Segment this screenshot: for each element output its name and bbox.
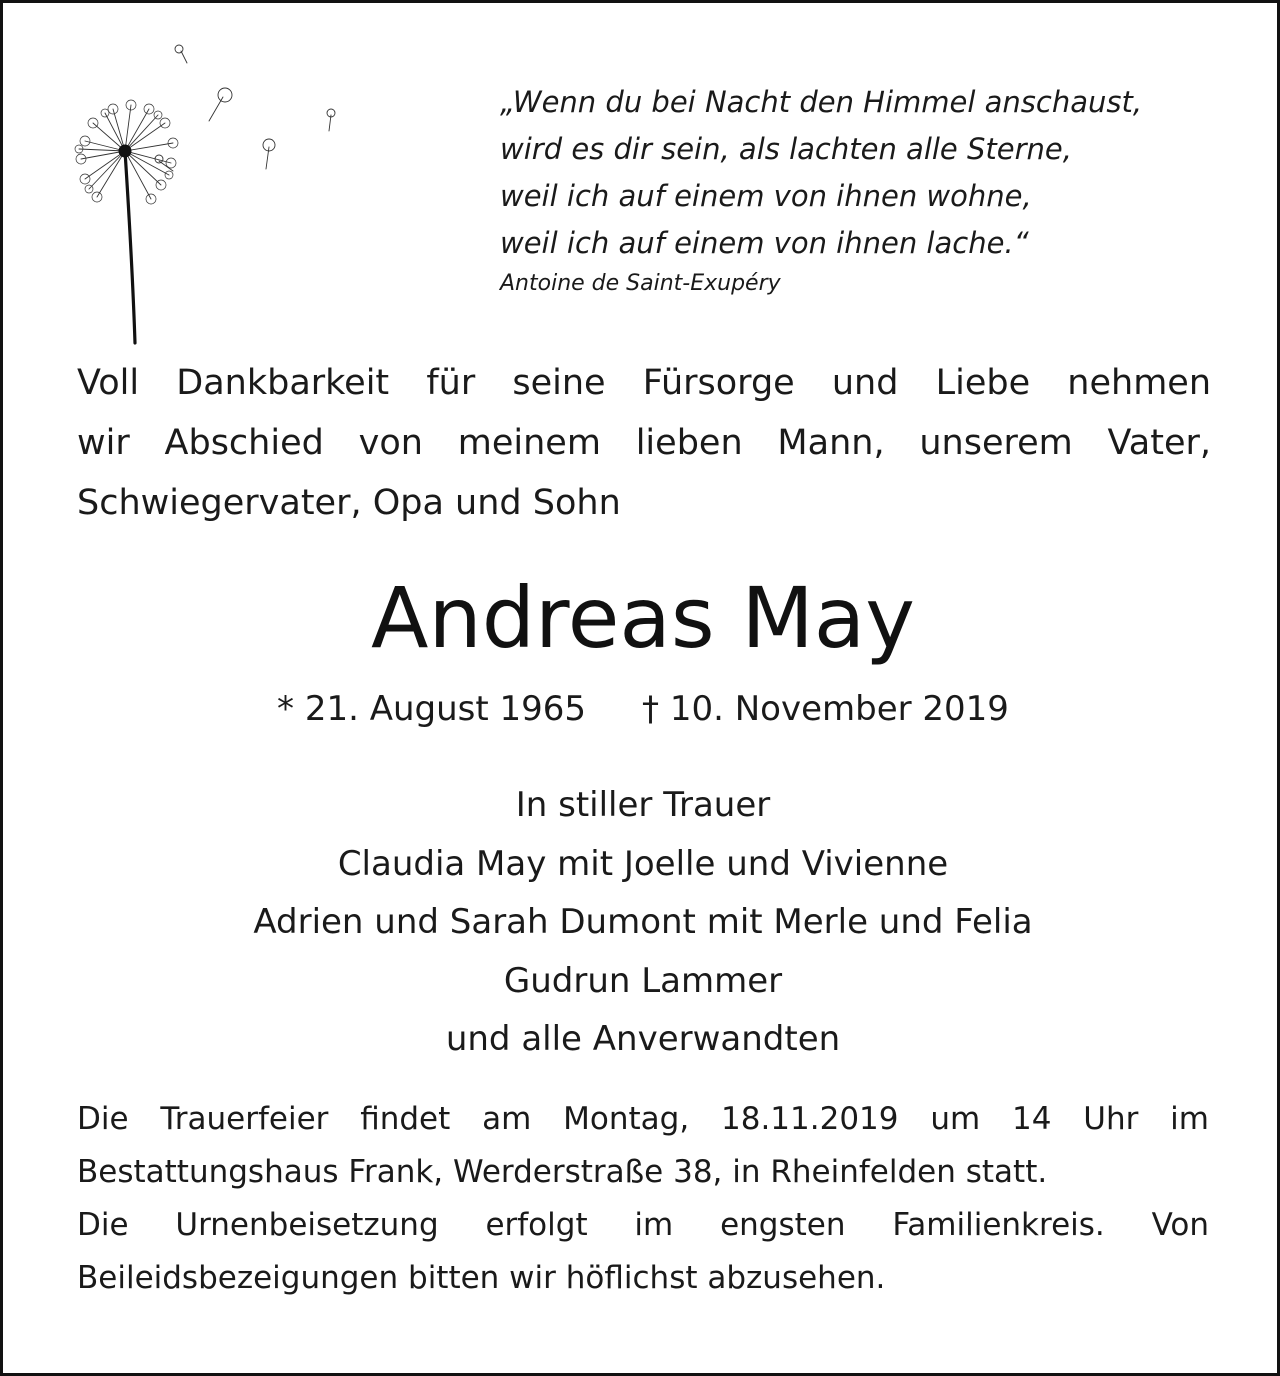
- dandelion-icon: [63, 33, 363, 353]
- mourner-name: Claudia May mit Joelle und Vivienne: [337, 843, 949, 884]
- mourners-heading: In stiller Trauer: [515, 785, 771, 825]
- info-line: Die Trauerfeier findet am Montag, 18.11.2019 um 14 Uhr im: [77, 1101, 1209, 1137]
- intro-text: [77, 353, 1211, 533]
- deceased-name: Andreas May: [371, 569, 915, 667]
- quote-line: weil ich auf einem von ihnen lache.“: [500, 226, 1029, 260]
- intro-line: Schwiegervater, Opa und Sohn: [77, 483, 621, 523]
- life-dates: [3, 681, 1280, 737]
- intro-line: wir Abschied von meinem lieben Mann, unserem Vater,: [77, 423, 1211, 463]
- info-line: Bestattungshaus Frank, Werderstraße 38, in Rheinfelden statt.: [77, 1154, 1048, 1190]
- death-date: † 10. November 2019: [642, 689, 1009, 729]
- mourner-name: Gudrun Lammer: [503, 960, 783, 1001]
- info-line: Beileidsbezeigungen bitten wir höflichst abzusehen.: [77, 1260, 886, 1296]
- quote-author: Antoine de Saint-Exupéry: [500, 271, 781, 296]
- birth-date: * 21. August 1965: [277, 689, 587, 729]
- quote-block: [500, 79, 1260, 299]
- mourners-list: [3, 776, 1280, 1069]
- funeral-info: [77, 1093, 1209, 1305]
- quote-line: weil ich auf einem von ihnen wohne,: [500, 179, 1032, 213]
- mourner-name: und alle Anverwandten: [445, 1019, 841, 1059]
- mourner-name: Adrien und Sarah Dumont mit Merle und Felia: [253, 902, 1033, 942]
- quote-line: „Wenn du bei Nacht den Himmel anschaust,: [500, 85, 1143, 119]
- quote-line: wird es dir sein, als lachten alle Sterne,: [500, 132, 1072, 166]
- intro-line: Voll Dankbarkeit für seine Fürsorge und Liebe nehmen: [77, 363, 1211, 403]
- info-line: Die Urnenbeisetzung erfolgt im engsten Familienkreis. Von: [77, 1207, 1209, 1243]
